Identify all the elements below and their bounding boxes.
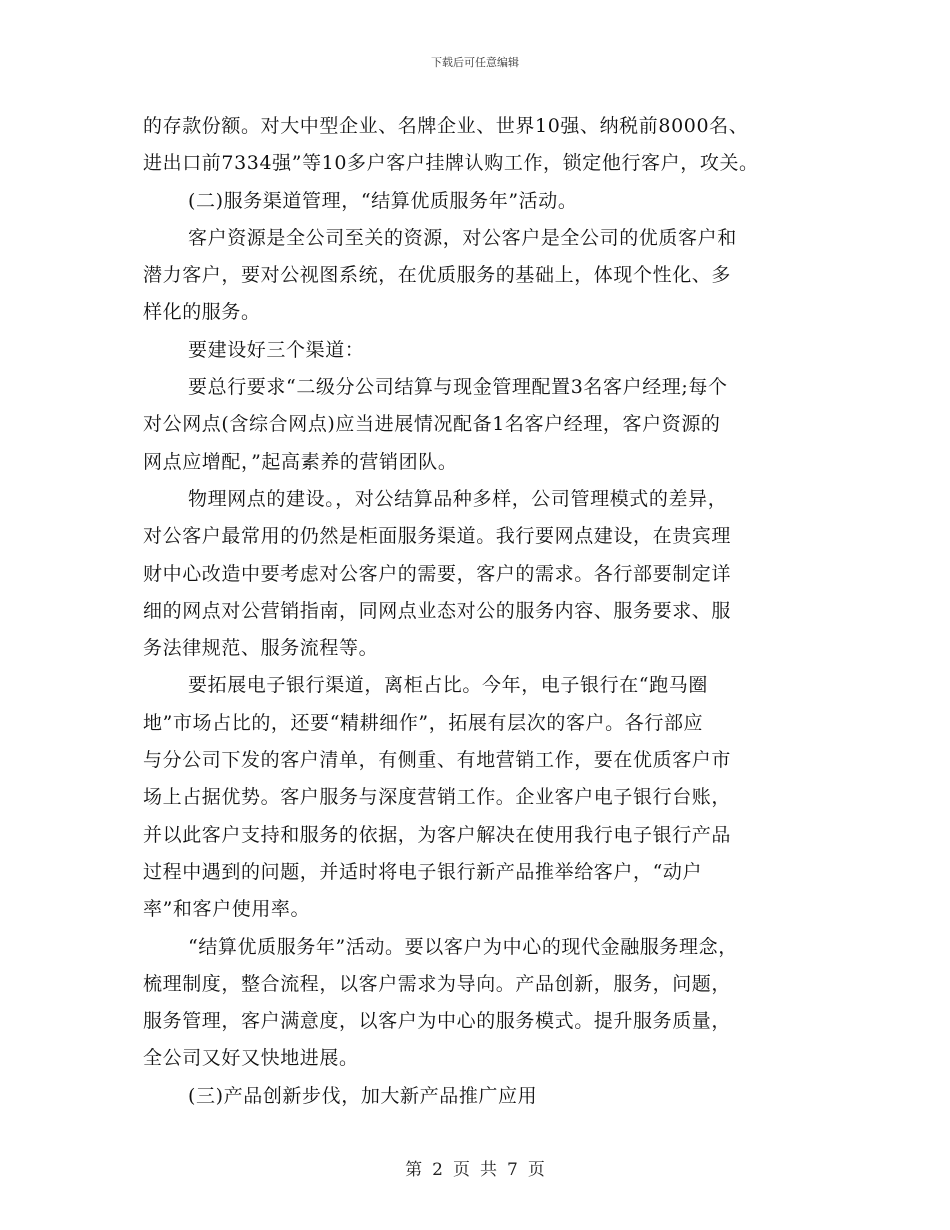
text-line: 进出口前7334强”等10多户客户挂牌认购工作，锁定他行客户，攻关。 [143, 152, 759, 175]
footer-page-label: 第 [405, 1160, 423, 1180]
text-line: “结算优质服务年”活动。要以客户为中心的现代金融服务理念， [188, 935, 738, 958]
footer-total-label: 共 [480, 1160, 497, 1180]
text-line: 细的网点对公营销指南，同网点业态对公的服务内容、服务要求、服 [143, 599, 732, 622]
text-line: 务法律规范、服务流程等。 [143, 637, 379, 660]
text-line: 要总行要求“二级分公司结算与现金管理配置3名客户经理;每个 [188, 376, 728, 399]
text-line: 客户资源是全公司至关的资源，对公客户是全公司的优质客户和 [188, 226, 737, 249]
text-line: 财中心改造中要考虑对公客户的需要，客户的需求。各行部要制定详 [143, 562, 732, 585]
footer-total-pages: 7 [507, 1160, 518, 1180]
text-line: (三)产品创新步伐，加大新产品推广应用 [188, 1084, 538, 1107]
text-line: 并以此客户支持和服务的依据，为客户解决在使用我行电子银行产品 [143, 823, 732, 846]
text-line: 要建设好三个渠道： [188, 338, 365, 361]
document-body [143, 108, 843, 1115]
text-line: 梳理制度，整合流程，以客户需求为导向。产品创新，服务，问题， [143, 972, 732, 995]
text-line: 对公网点(含综合网点)应当进展情况配备1名客户经理，客户资源的 [143, 413, 721, 436]
text-line: 服务管理，客户满意度，以客户为中心的服务模式。提升服务质量， [143, 1010, 732, 1033]
text-line: 的存款份额。对大中型企业、名牌企业、世界10强、纳税前8000名、 [143, 115, 749, 137]
text-line: 要拓展电子银行渠道，离柜占比。今年，电子银行在“跑马圈 [188, 674, 708, 697]
text-line: 网点应增配，”起高素养的营销团队。 [143, 450, 458, 473]
page-header: 下载后可任意编辑 [431, 56, 519, 69]
text-line: 全公司又好又快地进展。 [143, 1047, 359, 1070]
footer-current-page: 2 [432, 1160, 443, 1180]
text-line: 样化的服务。 [143, 301, 261, 324]
footer-page-unit: 页 [453, 1160, 470, 1180]
text-line: 场上占据优势。客户服务与深度营销工作。企业客户电子银行台账， [143, 786, 732, 809]
text-line: 地”市场占比的，还要“精耕细作”，拓展有层次的客户。各行部应 [143, 711, 704, 734]
text-line: 率”和客户使用率。 [143, 898, 311, 921]
text-line: 与分公司下发的客户清单，有侧重、有地营销工作，要在优质客户市 [143, 749, 732, 772]
text-line: 潜力客户，要对公视图系统，在优质服务的基础上，体现个性化、多 [143, 264, 732, 287]
text-line: 物理网点的建设。，对公结算品种多样，公司管理模式的差异， [188, 487, 728, 510]
text-line: (二)服务渠道管理，“结算优质服务年”活动。 [188, 189, 578, 212]
text-line: 过程中遇到的问题，并适时将电子银行新产品推举给客户，“动户 [143, 860, 703, 883]
page-footer [0, 1155, 950, 1180]
text-line: 对公客户最常用的仍然是柜面服务渠道。我行要网点建设，在贵宾理 [143, 525, 732, 548]
footer-total-unit: 页 [527, 1160, 545, 1180]
